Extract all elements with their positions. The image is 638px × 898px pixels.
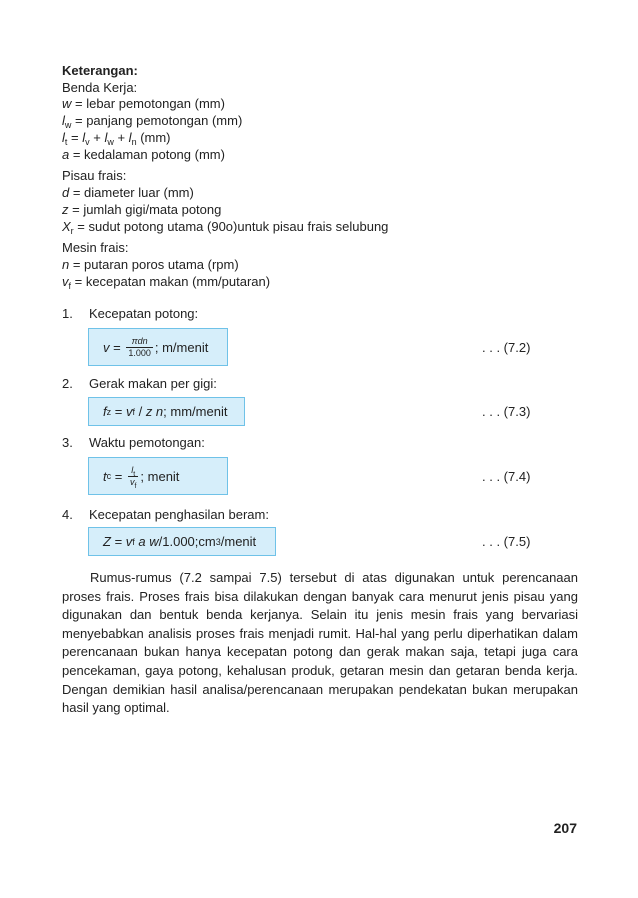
def-lt: $l_t = l_v + l_w + l_n$ (mm) — [62, 130, 171, 147]
fraction: $\frac{l_t}{v_f}$ — [129, 464, 137, 490]
def-w: w = lebar pemotongan (mm) — [62, 96, 225, 111]
formula-box-7-2: v = $\frac{\text{πdn}}{1.000}$ ; m/menit — [88, 328, 228, 366]
benda-kerja-title: Benda Kerja: — [62, 80, 138, 95]
def-a: a = kedalaman potong (mm) — [62, 147, 225, 162]
mesin-frais-title: Mesin frais: — [62, 240, 129, 255]
formula-box-7-3: f z = v f / z n ; mm/menit — [88, 397, 245, 426]
def-z: z = jumlah gigi/mata potong — [62, 202, 222, 217]
formula-box-7-5: Z = v f a w /1.000;cm 3 /menit — [88, 527, 276, 556]
pisau-frais-title: Pisau frais: — [62, 168, 127, 183]
equation-number-7-3: . . . (7.3) — [482, 404, 531, 419]
def-n: n = putaran poros utama (rpm) — [62, 257, 239, 272]
item-1: 1. Kecepatan potong: — [62, 306, 199, 321]
def-d: d = diameter luar (mm) — [62, 185, 194, 200]
def-vf: $v_f$ = kecepatan makan (mm/putaran) — [62, 274, 271, 291]
def-xr: $X_r$ = sudut potong utama (90o)untuk pisau frais selubung — [62, 219, 389, 236]
page-number: 207 — [553, 820, 577, 836]
def-lw: $l_w$ = panjang pemotongan (mm) — [62, 113, 243, 130]
keterangan-heading: Keterangan: — [62, 63, 138, 78]
equation-number-7-5: . . . (7.5) — [482, 534, 531, 549]
item-2: 2. Gerak makan per gigi: — [62, 376, 217, 391]
item-3: 3. Waktu pemotongan: — [62, 435, 205, 450]
item-4: 4. Kecepatan penghasilan beram: — [62, 507, 269, 522]
equation-number-7-4: . . . (7.4) — [482, 469, 531, 484]
paragraph-text: Rumus-rumus (7.2 sampai 7.5) tersebut di atas digunakan untuk perencanaan proses frais. Proses frais bisa dilakukan dengan banyak cara menurut jenis pisau yang digunakan dan bentuk benda kerjanya. Selain itu jenis mesin frais yang bervariasi menyebabkan analisis proses frais menjadi rumit. Hal-hal yang perlu diperhatikan dalam perencanaan bukan hanya kecepatan potong dan gerak makan saja, tetapi juga cara pencekaman, gaya potong, kehalusan produk, getaran mesin dan getaran benda kerja. Dengan demikian hasil analisa/perencanaan merupakan pendekatan bukan merupakan hasil yang optimal. — [62, 570, 578, 716]
formula-box-7-4: t c = $\frac{l_t}{v_f}$ ; menit — [88, 457, 228, 495]
equation-number-7-2: . . . (7.2) — [482, 340, 531, 355]
body-paragraph — [62, 569, 578, 718]
fraction: $\frac{\text{πdn}}{1.000}$ — [128, 335, 151, 358]
